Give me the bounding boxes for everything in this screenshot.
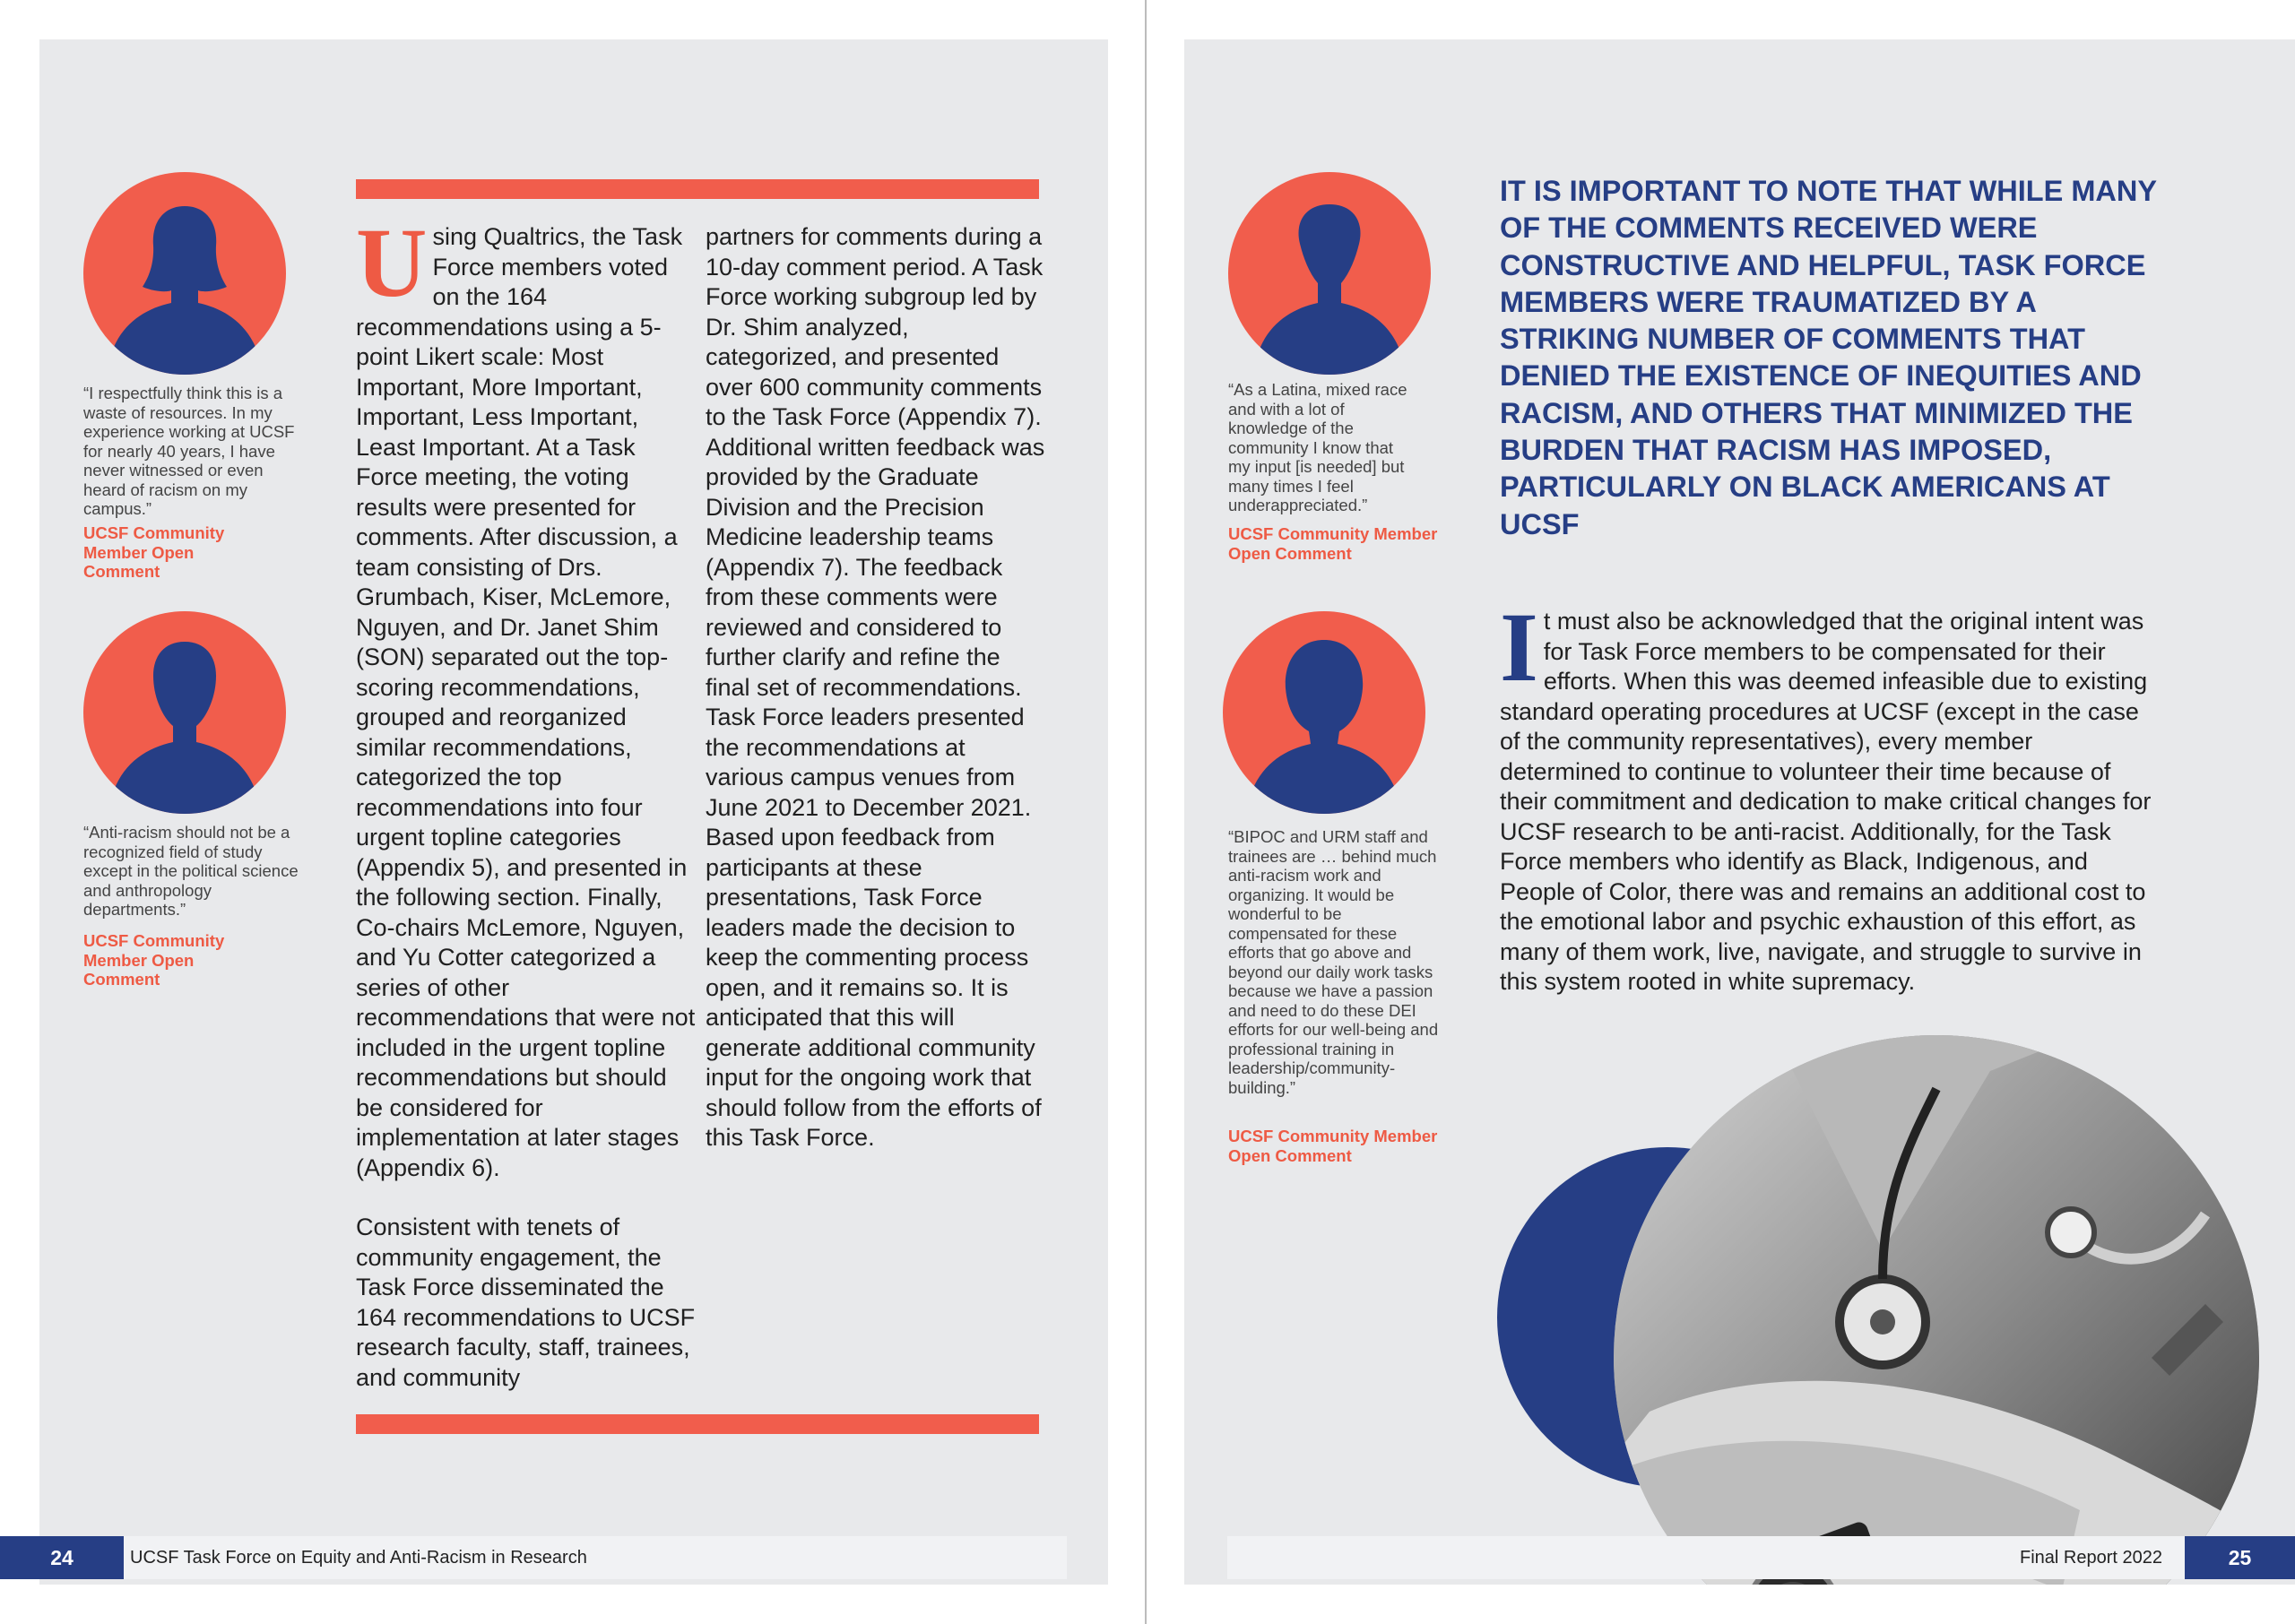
person-silhouette-icon bbox=[83, 172, 286, 375]
quote-text-2: “Anti-racism should not be a recognized field of study except in the political science and anthropology departments.” bbox=[83, 823, 299, 919]
body-column-1 bbox=[356, 208, 697, 1393]
page-number-left: 24 bbox=[0, 1536, 124, 1579]
drop-cap: U bbox=[356, 208, 428, 317]
doctor-stethoscope-photo bbox=[1614, 1035, 2259, 1585]
body-paragraph-right: t must also be acknowledged that the original intent was for Task Force members to be compensated for their efforts. When this was deemed infeasible due to existing standard operating procedures at UCSF (except in the case of the community representatives), every member determined to continue to volunteer their time because of their commitment and dedication to make critical changes for UCSF research to be anti-racist. Additionally, for the Task Force members who identify as Black, Indigenous, and People of Color, there was and remains an additional cost to the emotional labor and psychic exhaustion of this effort, as many of them work, live, navigate, and struggle to survive in this system rooted in white supremacy. bbox=[1500, 608, 2152, 995]
bottom-divider-bar bbox=[356, 1414, 1039, 1434]
body-paragraph-1: sing Qualtrics, the Task Force members voted on the 164 recommendations using a 5-point Likert scale: Most Important, More Important, Important, Less Important, Least Important. At a Task Force meeting, the voting results were presented for comments. After discussion, a team consisting of Drs. Grumbach, Kiser, McLemore, Nguyen, and Dr. Janet Shim (SON) separated out the top-scoring recommendations, grouped and reorganized similar recommendations, categorized the top recommendations into four urgent topline categories (Appendix 5), and presented in the following section. Finally, Co-chairs McLemore, Nguyen, and Yu Cotter categorized a series of other recommendations that were not included in the urgent topline recommendations but should be considered for implementation at later stages (Appendix 6). bbox=[356, 223, 696, 1181]
quote-text-4: “BIPOC and URM staff and trainees are … behind much anti-racism work and organizing. It would be wonderful to be compensated for these efforts that go above and beyond our daily work tasks because we have a passion and need to do these DEI efforts for our well-being and professional training in leadership/community-building.” bbox=[1228, 827, 1439, 1097]
quote-attribution-4: UCSF Community Member Open Comment bbox=[1228, 1127, 1438, 1165]
quote-attribution-2: UCSF Community Member Open Comment bbox=[83, 931, 225, 989]
top-divider-bar bbox=[356, 179, 1039, 199]
page-gutter bbox=[1145, 0, 1147, 1624]
body-paragraph-2: Consistent with tenets of community engagement, the Task Force disseminated the 164 recommendations to UCSF research faculty, staff, trainees, and community bbox=[356, 1214, 696, 1391]
footer-title-left: UCSF Task Force on Equity and Anti-Racism in Research bbox=[130, 1547, 587, 1568]
quote-text-1: “I respectfully think this is a waste of resources. In my experience working at UCSF for nearly 40 years, I have never witnessed or even heard of racism on my campus.” bbox=[83, 384, 295, 518]
drop-cap: I bbox=[1500, 592, 1538, 702]
quote-attribution-3: UCSF Community Member Open Comment bbox=[1228, 524, 1438, 563]
pull-quote: IT IS IMPORTANT TO NOTE THAT WHILE MANY OF THE COMMENTS RECEIVED WERE CONSTRUCTIVE AND HELPFUL, TASK FORCE MEMBERS WERE TRAUMATIZED BY A STRIKING NUMBER OF COMMENTS THAT DENIED THE EXISTENCE OF INEQUITIES AND RACISM, AND OTHERS THAT MINIMIZED THE BURDEN THAT RACISM HAS IMPOSED, PARTICULARLY ON BLACK AMERICANS AT UCSF bbox=[1500, 175, 2157, 540]
body-column-2: partners for comments during a 10-day comment period. A Task Force working subgroup led by Dr. Shim analyzed, categorized, and presented over 600 community comments to the Task Force (Appendix 7). Additional written feedback was provided by the Graduate Division and the Precision Medicine leadership teams (Appendix 7). The feedback from these comments were reviewed and considered to further clarify and refine the final set of recommendations. Task Force leaders presented the recommendations at various campus venues from June 2021 to December 2021. Based upon feedback from participants at these presentations, Task Force leaders made the decision to keep the commenting process open, and it remains so. It is anticipated that this will generate additional community input for the ongoing work that should follow from the efforts of this Task Force. bbox=[706, 223, 1045, 1151]
quote-attribution-1: UCSF Community Member Open Comment bbox=[83, 523, 225, 581]
footer-title-right: Final Report 2022 bbox=[2020, 1547, 2162, 1568]
photo-area bbox=[1184, 39, 2295, 1585]
page-number-right: 25 bbox=[2185, 1536, 2295, 1579]
person-silhouette-icon bbox=[83, 611, 286, 814]
quote-text-3: “As a Latina, mixed race and with a lot of knowledge of the community I know that my input [is needed] but many times I feel underappreciated.” bbox=[1228, 380, 1407, 514]
